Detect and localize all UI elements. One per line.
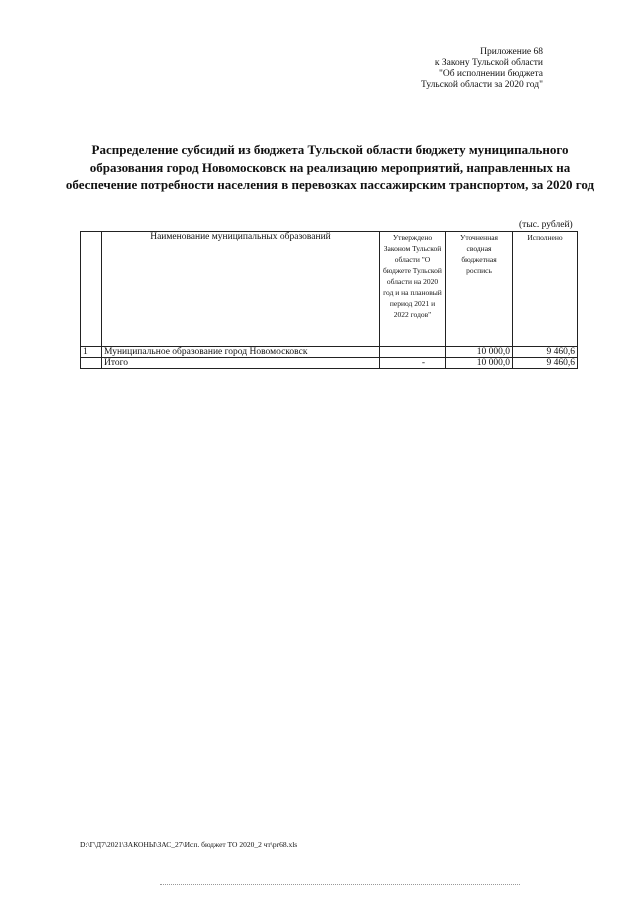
header-revised: Уточненная сводная бюджетная роспись [446,232,513,347]
row-approved [380,347,446,358]
appendix-line-4: Тульской области за 2020 год" [421,80,543,90]
row-name: Муниципальное образование город Новомосковск [102,347,380,358]
title-line-1: Распределение субсидий из бюджета Тульской области бюджету муниципального [91,142,569,157]
units-label: (тыс. рублей) [519,220,573,230]
appendix-line-2: к Закону Тульской области [434,58,543,68]
header-number [81,232,102,347]
appendix-note [343,47,543,91]
header-name: Наименование муниципальных образований [102,232,380,347]
total-number [81,358,102,369]
appendix-line-1: Приложение 68 [480,47,543,57]
header-approved: Утверждено Законом Тульской области "О бюджете Тульской области на 2020 год и на плановый период 2021 и 2022 годов" [380,232,446,347]
title-line-3: обеспечение потребности населения в перевозках пассажирским транспортом, за 2020 год [65,177,595,192]
appendix-line-3: "Об исполнении бюджета [438,69,543,79]
total-executed: 9 460,6 [513,358,578,369]
file-path: D:\Г\Д7\2021\ЗАКОНЫ\ЗАС_27\Исп. бюджет ТО 2020_2 чт\pr68.xls [80,840,298,849]
header-executed: Исполнено [513,232,578,347]
table-row [81,347,578,358]
total-row [81,358,578,369]
document-title [60,141,600,194]
footer-divider [160,884,520,885]
row-executed: 9 460,6 [513,347,578,358]
table-header-row [81,232,578,347]
subsidy-table [80,231,578,369]
total-revised: 10 000,0 [446,358,513,369]
total-approved: - [380,358,446,369]
row-number: 1 [81,347,102,358]
row-revised: 10 000,0 [446,347,513,358]
total-label: Итого [102,358,380,369]
title-line-2: образования город Новомосковск на реализацию мероприятий, направленных на [89,159,571,175]
